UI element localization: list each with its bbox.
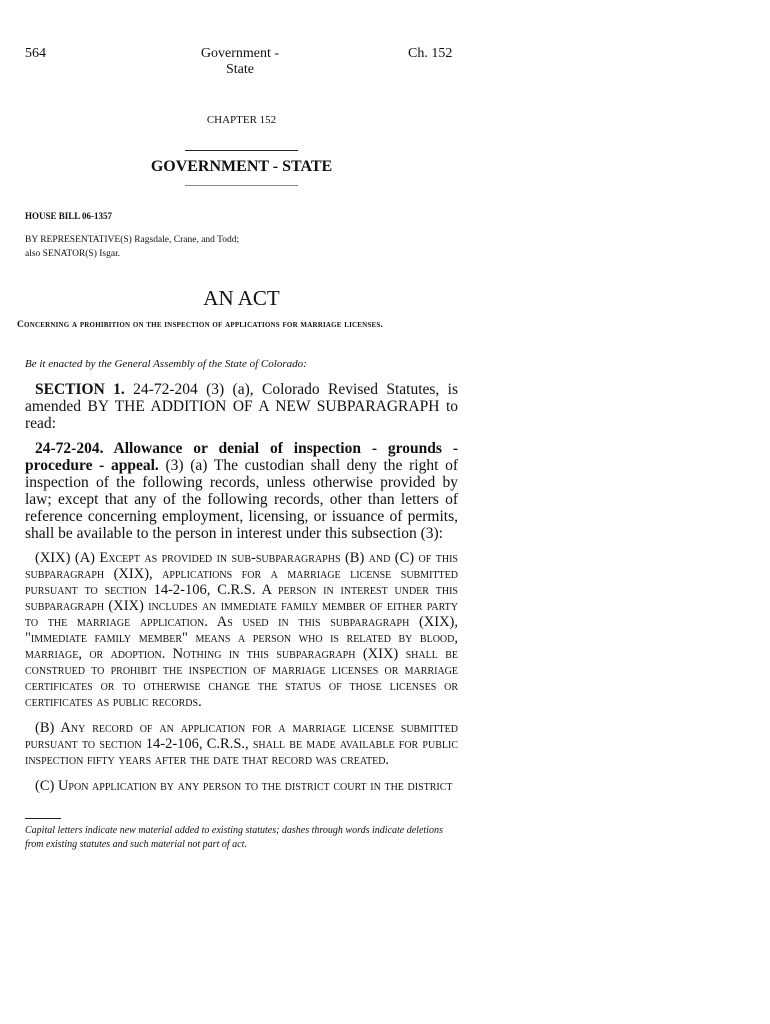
divider	[185, 150, 298, 151]
running-title: Government - State	[200, 46, 280, 77]
chapter-label: CHAPTER 152	[206, 114, 277, 126]
chapter-title: GOVERNMENT - STATE	[150, 158, 333, 175]
enacting-clause: Be it enacted by the General Assembly of the State of Colorado:	[25, 358, 307, 370]
representatives: BY REPRESENTATIVE(S) Ragsdale, Crane, and Todd;	[25, 235, 240, 245]
statute-heading: 24-72-204. Allowance or denial of inspection - grounds - procedure - appeal.	[25, 440, 458, 474]
divider	[185, 185, 298, 186]
chapter-reference: Ch. 152	[408, 46, 453, 61]
act-title: AN ACT	[203, 286, 280, 310]
senators: also SENATOR(S) Isgar.	[25, 249, 121, 259]
paragraph-xix-a: (XIX) (A) Except as provided in sub-subparagraphs (B) and (C) of this subparagraph (XIX), applications for a marriage license submitted pursuant to section 14-2-106, C.R.S. A person in interest under this subparagraph (XIX) includes an immediate family member of either party to the marriage application. As used in this subparagraph (XIX), "immediate family member" means a person who is related by blood, marriage, or adoption. Nothing in this subparagraph (XIX) shall be construed to prohibit the inspection of marriage licenses or marriage certificates or to otherwise change the status of those licenses or certificates as public records.	[25, 550, 458, 710]
statute	[25, 440, 458, 542]
footnote: Capital letters indicate new material added to existing statutes; dashes through words indicate deletions from existing statutes and such material not part of act.	[25, 825, 443, 850]
concerning-clause: Concerning a prohibition on the inspection of applications for marriage licenses.	[17, 320, 384, 330]
section-1	[25, 381, 458, 432]
bill-body	[25, 381, 458, 852]
statute-text: (3) (a) The custodian shall deny the right of inspection of the following records, unless otherwise provided by law; except that any of the following records, other than letters of reference concerning employment, licensing, or issuance of permits, shall be available to the person in interest under this subsection (3):	[25, 457, 458, 542]
footnote-rule	[25, 818, 61, 819]
section-label: SECTION 1.	[35, 381, 125, 398]
paragraph-b: (B) Any record of an application for a marriage license submitted pursuant to section 14-2-106, C.R.S., shall be made available for public inspection fifty years after the date that record was created.	[25, 720, 458, 768]
page-number: 564	[25, 46, 46, 61]
paragraph-c: (C) Upon application by any person to the district court in the district	[35, 778, 453, 794]
section-text: 24-72-204 (3) (a), Colorado Revised Statutes, is amended BY THE ADDITION OF A NEW SUBPARAGRAPH to read:	[25, 381, 459, 432]
bill-number: HOUSE BILL 06-1357	[25, 211, 113, 221]
